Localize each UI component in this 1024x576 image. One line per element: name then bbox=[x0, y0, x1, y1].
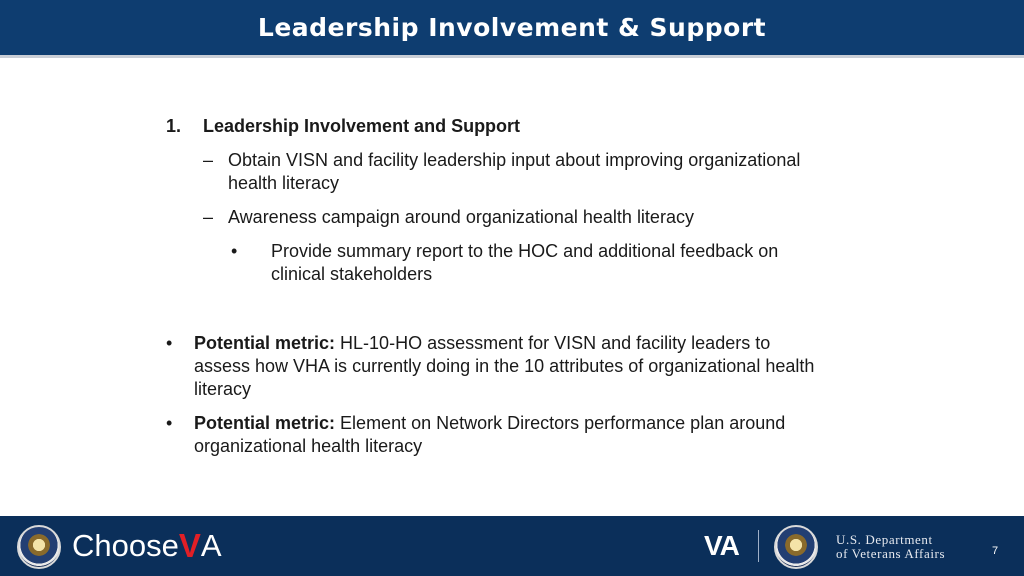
item-number: 1. bbox=[166, 116, 182, 136]
dash-marker: – bbox=[203, 207, 214, 227]
slide-title: Leadership Involvement & Support bbox=[257, 13, 767, 42]
sub-bullet-line-1: Provide summary report to the HOC and additional feedback on bbox=[271, 241, 779, 261]
bullet-marker: • bbox=[166, 333, 173, 353]
metric-2-line-1 bbox=[194, 412, 785, 435]
choose-logo-v: V bbox=[178, 527, 201, 564]
metric-label: Potential metric: bbox=[194, 333, 336, 353]
metric-label: Potential metric: bbox=[194, 413, 336, 433]
department-line-1: U.S. Department bbox=[836, 532, 933, 547]
page-number: 7 bbox=[992, 545, 999, 557]
va-wordmark: VA bbox=[704, 530, 739, 561]
item-title: Leadership Involvement and Support bbox=[203, 116, 521, 136]
metric-2-line-2: organizational health literacy bbox=[194, 436, 423, 456]
dash-item-2: Awareness campaign around organizational health literacy bbox=[228, 207, 694, 227]
dash-marker: – bbox=[203, 150, 214, 170]
metric-1-text: HL-10-HO assessment for VISN and facility leaders to bbox=[340, 333, 771, 353]
metric-1-line-1 bbox=[194, 332, 770, 355]
bullet-marker: • bbox=[166, 413, 173, 433]
footer-divider bbox=[758, 530, 759, 562]
dash-item-1-line-2: health literacy bbox=[228, 173, 340, 193]
dash-item-1-line-1: Obtain VISN and facility leadership input about improving organizational bbox=[228, 150, 801, 170]
metric-1-line-2: assess how VHA is currently doing in the 10 attributes of organizational health bbox=[194, 356, 815, 376]
department-line-2: of Veterans Affairs bbox=[836, 546, 946, 561]
sub-bullet-line-2: clinical stakeholders bbox=[271, 264, 433, 284]
choose-va-logo bbox=[72, 527, 222, 565]
bullet-marker: • bbox=[231, 241, 238, 261]
department-name bbox=[836, 533, 945, 561]
choose-logo-suffix: A bbox=[200, 528, 222, 563]
va-seal-icon bbox=[17, 525, 61, 569]
va-seal-icon bbox=[774, 525, 818, 569]
metric-2-text: Element on Network Directors performance plan around bbox=[340, 413, 786, 433]
choose-logo-prefix: Choose bbox=[72, 528, 179, 563]
metric-1-line-3: literacy bbox=[194, 379, 252, 399]
